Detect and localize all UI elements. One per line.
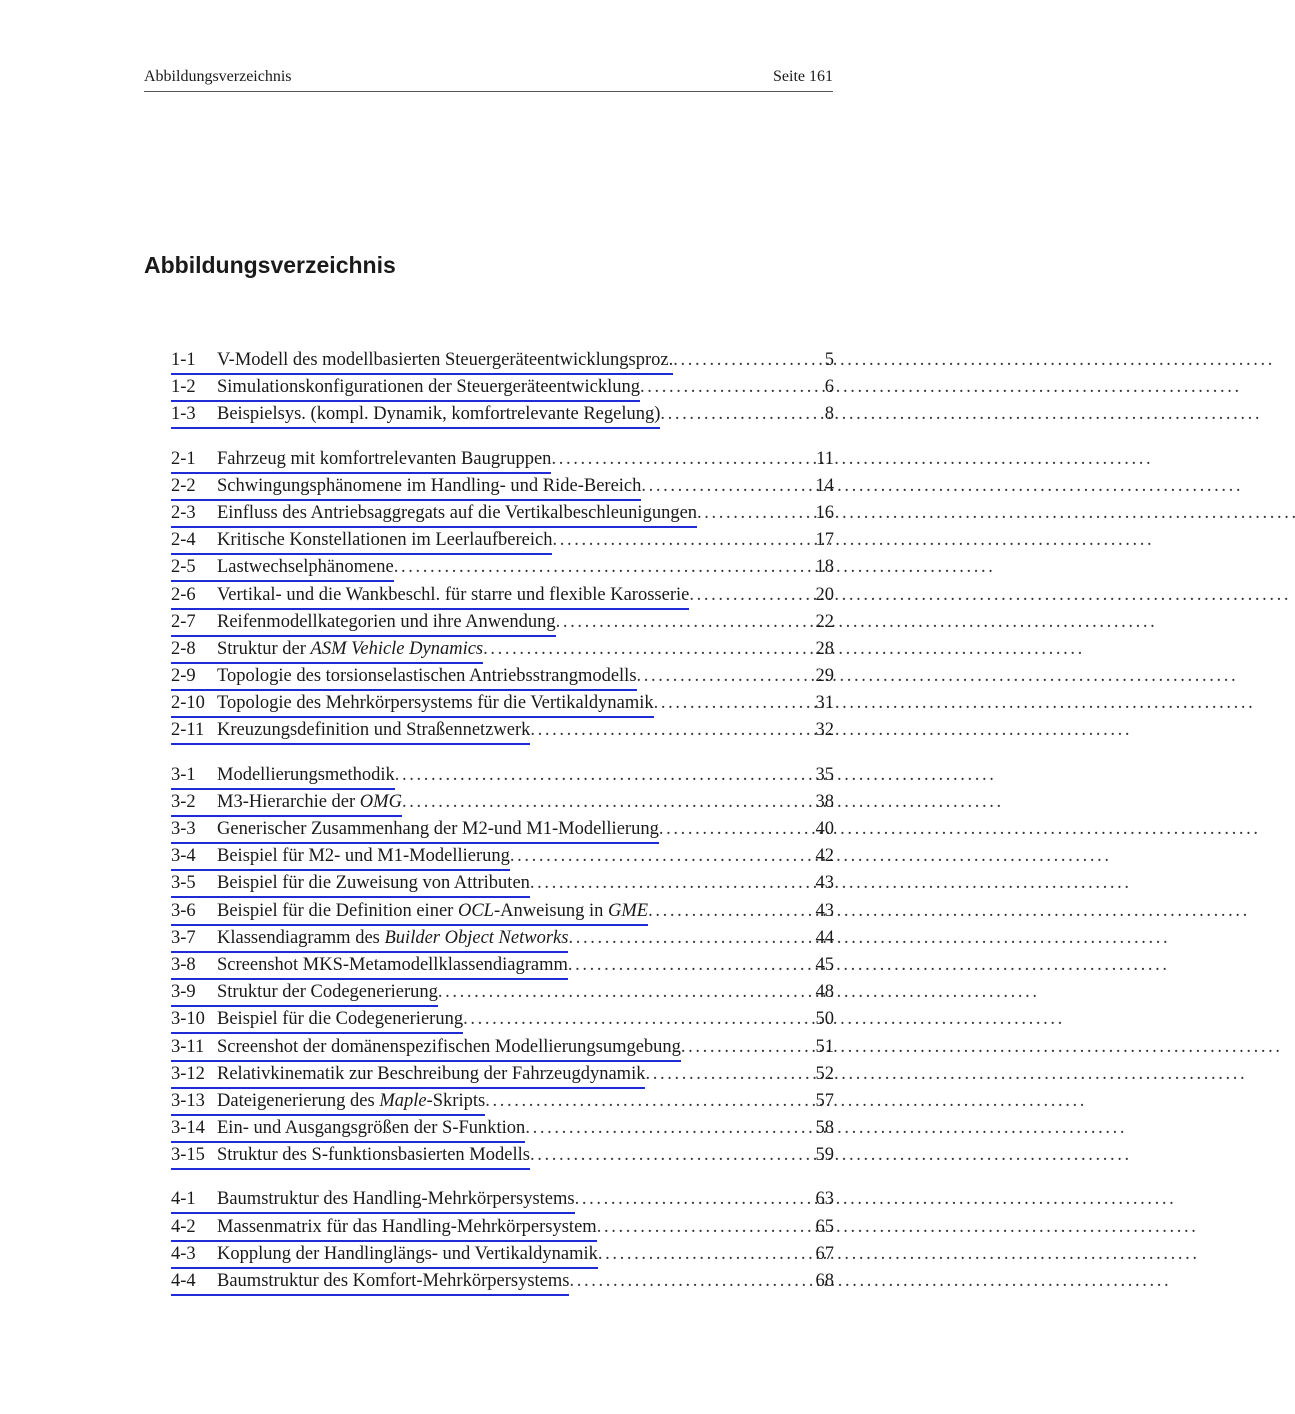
figure-entry-link[interactable] bbox=[171, 871, 530, 898]
figure-title: Relativkinematik zur Beschreibung der Fahrzeugdynamik bbox=[217, 1063, 646, 1084]
figure-number: 3-2 bbox=[171, 791, 196, 812]
figure-entry bbox=[171, 1241, 834, 1268]
figure-number: 4-2 bbox=[171, 1216, 196, 1237]
figure-number: 1-1 bbox=[171, 350, 196, 370]
figure-title: Struktur der Codegenerierung bbox=[217, 982, 438, 1003]
dot-leader bbox=[654, 690, 791, 717]
page-number: 68 bbox=[815, 1271, 834, 1291]
figure-number: 2-11 bbox=[171, 720, 205, 741]
dot-leader bbox=[530, 717, 791, 744]
page-number: 43 bbox=[815, 873, 834, 894]
figure-number: 2-9 bbox=[171, 666, 196, 687]
figure-title-part: Dateigenerierung des bbox=[217, 1090, 380, 1111]
figure-entry-link[interactable] bbox=[171, 348, 673, 375]
figure-title-part: Struktur der bbox=[217, 638, 311, 659]
figure-title-part: Klassendiagramm des bbox=[217, 927, 385, 948]
running-header-page-number: Seite 161 bbox=[773, 68, 833, 85]
dot-leader bbox=[551, 446, 791, 473]
figure-number: 1-3 bbox=[171, 404, 196, 425]
figure-entry-link[interactable] bbox=[171, 1143, 530, 1170]
figure-entry bbox=[171, 582, 834, 609]
figure-number: 3-3 bbox=[171, 819, 196, 839]
dot-leader bbox=[483, 636, 791, 663]
figure-entry-link[interactable] bbox=[171, 528, 552, 555]
figure-title: Beispielsys. (kompl. Dynamik, komfortrelevante Regelung) bbox=[217, 404, 661, 425]
page-number: 6 bbox=[824, 377, 834, 398]
figure-entry-link[interactable] bbox=[171, 637, 483, 664]
dot-leader bbox=[660, 401, 791, 428]
page-number: 17 bbox=[815, 530, 834, 551]
dot-leader bbox=[597, 1214, 791, 1241]
figure-number: 4-1 bbox=[171, 1189, 196, 1210]
figure-entry-link[interactable] bbox=[171, 375, 640, 402]
figure-title-part: -Anweisung in bbox=[493, 900, 609, 921]
figure-title bbox=[217, 901, 648, 921]
figure-entry-link[interactable] bbox=[171, 718, 530, 745]
dot-leader bbox=[640, 374, 791, 401]
figure-title: Lastwechselphänomene bbox=[217, 557, 394, 578]
figure-group bbox=[171, 1186, 834, 1295]
figure-entry-link[interactable] bbox=[171, 1215, 597, 1242]
figure-title bbox=[217, 1091, 485, 1111]
figure-entry-link[interactable] bbox=[171, 953, 568, 980]
figure-entry bbox=[171, 870, 834, 897]
figure-entry bbox=[171, 401, 834, 428]
figure-number: 1-2 bbox=[171, 377, 196, 398]
figure-number: 3-7 bbox=[171, 927, 196, 948]
dot-leader bbox=[598, 1241, 791, 1268]
figure-title: Beispiel für die Zuweisung von Attributen bbox=[217, 873, 530, 894]
dot-leader bbox=[552, 527, 791, 554]
page-number: 16 bbox=[815, 502, 834, 523]
dot-leader bbox=[394, 554, 791, 581]
figure-title: Beispiel für die Codegenerierung bbox=[217, 1009, 464, 1030]
figure-entry-link[interactable] bbox=[171, 691, 654, 718]
figure-entry-link[interactable] bbox=[171, 926, 568, 953]
running-header-title: Abbildungsverzeichnis bbox=[144, 68, 292, 85]
figure-title: Baumstruktur des Handling-Mehrkörpersystems bbox=[217, 1189, 575, 1210]
figure-entry bbox=[171, 554, 834, 581]
dot-leader bbox=[395, 762, 791, 789]
figure-entry bbox=[171, 843, 834, 870]
figure-title-emphasis: Maple bbox=[379, 1090, 427, 1111]
page-number: 18 bbox=[815, 557, 834, 578]
figure-title: Screenshot MKS-Metamodellklassendiagramm bbox=[217, 954, 568, 975]
page-number: 45 bbox=[815, 954, 834, 975]
dot-leader bbox=[637, 663, 791, 690]
figure-entry-link[interactable] bbox=[171, 555, 394, 582]
figure-entry bbox=[171, 1142, 834, 1169]
running-header bbox=[144, 66, 833, 92]
figure-number: 2-6 bbox=[171, 584, 196, 605]
figure-number: 2-7 bbox=[171, 611, 196, 632]
figure-number: 3-6 bbox=[171, 900, 196, 921]
dot-leader bbox=[568, 925, 791, 952]
figure-title: Vertikal- und die Wankbeschl. für starre und flexible Karosserie bbox=[217, 584, 690, 605]
figure-title-part: Beispiel für die Definition einer bbox=[217, 900, 458, 921]
figure-entry bbox=[171, 952, 834, 979]
figure-title bbox=[217, 928, 568, 948]
dot-leader bbox=[659, 816, 791, 843]
figure-entry-link[interactable] bbox=[171, 610, 556, 637]
figure-number: 3-11 bbox=[171, 1036, 205, 1057]
page-number: 38 bbox=[815, 791, 834, 812]
figure-title: Screenshot der domänenspezifischen Modellierungsumgebung bbox=[217, 1036, 681, 1057]
figure-number: 3-13 bbox=[171, 1090, 205, 1111]
figure-group bbox=[171, 762, 834, 1170]
figure-number: 3-8 bbox=[171, 954, 196, 975]
page-number: 28 bbox=[815, 638, 834, 659]
figure-entry bbox=[171, 636, 834, 663]
page-number: 29 bbox=[815, 666, 834, 687]
figure-entry bbox=[171, 925, 834, 952]
dot-leader bbox=[648, 898, 791, 925]
figure-title: Kritische Konstellationen im Leerlaufbereich bbox=[217, 530, 553, 551]
figure-entry-link[interactable] bbox=[171, 980, 438, 1007]
figure-group bbox=[171, 347, 834, 429]
figure-title: Generischer Zusammenhang der M2-und M1-Modellierung bbox=[217, 819, 659, 839]
figure-entry bbox=[171, 762, 834, 789]
figure-number: 2-10 bbox=[171, 693, 205, 714]
figure-entry bbox=[171, 1115, 834, 1142]
figure-entry bbox=[171, 717, 834, 744]
figure-number: 2-4 bbox=[171, 530, 196, 551]
figure-entry bbox=[171, 500, 834, 527]
page-number: 44 bbox=[815, 927, 834, 948]
figure-entry-link[interactable] bbox=[171, 844, 510, 871]
figure-number: 3-4 bbox=[171, 846, 196, 867]
figure-number: 3-14 bbox=[171, 1118, 205, 1139]
figure-entry bbox=[171, 898, 834, 925]
figure-entry bbox=[171, 1061, 834, 1088]
page-number: 59 bbox=[815, 1145, 834, 1166]
figure-entry bbox=[171, 663, 834, 690]
page-number: 65 bbox=[815, 1216, 834, 1237]
figure-number: 2-3 bbox=[171, 502, 196, 523]
figure-title: Kreuzungsdefinition und Straßennetzwerk bbox=[217, 720, 531, 741]
figure-entry-link[interactable] bbox=[171, 1089, 485, 1116]
figure-number: 3-9 bbox=[171, 982, 196, 1003]
figure-entry bbox=[171, 446, 834, 473]
dot-leader bbox=[697, 500, 791, 527]
figure-title: Massenmatrix für das Handling-Mehrkörpersystem bbox=[217, 1216, 597, 1237]
figure-title: Schwingungsphänomene im Handling- und Ride-Bereich bbox=[217, 475, 642, 496]
figure-entry bbox=[171, 1034, 834, 1061]
chapter-title: Abbildungsverzeichnis bbox=[144, 252, 396, 278]
figure-title-emphasis: OCL bbox=[457, 900, 494, 921]
page-number: 22 bbox=[815, 611, 834, 632]
figure-number: 3-1 bbox=[171, 764, 196, 785]
dot-leader bbox=[485, 1088, 791, 1115]
dot-leader bbox=[569, 1268, 791, 1295]
page-number: 20 bbox=[815, 584, 834, 605]
page-number: 31 bbox=[815, 693, 834, 714]
figure-number: 3-15 bbox=[171, 1145, 205, 1166]
page-number: 67 bbox=[815, 1243, 834, 1264]
page-number: 52 bbox=[815, 1063, 834, 1084]
page-number: 5 bbox=[824, 350, 834, 370]
figure-title: Simulationskonfigurationen der Steuergeräteentwicklung bbox=[217, 377, 640, 398]
figure-title-emphasis: ASM Vehicle Dynamics bbox=[310, 638, 484, 659]
dot-leader bbox=[463, 1006, 791, 1033]
figure-entry-link[interactable] bbox=[171, 1187, 575, 1214]
figure-title: Kopplung der Handlinglängs- und Vertikaldynamik bbox=[217, 1243, 598, 1264]
figure-entry bbox=[171, 609, 834, 636]
figure-number: 4-3 bbox=[171, 1243, 196, 1264]
figure-entry-link[interactable] bbox=[171, 790, 402, 817]
dot-leader bbox=[575, 1186, 791, 1213]
figure-entry-link[interactable] bbox=[171, 899, 648, 926]
figure-entry bbox=[171, 527, 834, 554]
figure-entry-link[interactable] bbox=[171, 1035, 681, 1062]
figure-title: Fahrzeug mit komfortrelevanten Baugruppen bbox=[217, 448, 552, 469]
page-number: 8 bbox=[824, 404, 834, 425]
dot-leader bbox=[689, 582, 791, 609]
dot-leader bbox=[645, 1061, 791, 1088]
figure-title bbox=[217, 639, 483, 659]
figure-entry-link[interactable] bbox=[171, 402, 660, 429]
figure-entry-link[interactable] bbox=[171, 1116, 525, 1143]
figure-entry bbox=[171, 1006, 834, 1033]
figure-title: Topologie des torsionselastischen Antriebsstrangmodells bbox=[217, 666, 637, 687]
figure-title: Baumstruktur des Komfort-Mehrkörpersystems bbox=[217, 1271, 570, 1291]
figure-number: 4-4 bbox=[171, 1271, 196, 1291]
figure-title: Topologie des Mehrkörpersystems für die Vertikaldynamik bbox=[217, 693, 654, 714]
page-number: 14 bbox=[815, 475, 834, 496]
figure-entry bbox=[171, 473, 834, 500]
figure-entry bbox=[171, 1186, 834, 1213]
figure-title: Struktur des S-funktionsbasierten Modells bbox=[217, 1145, 530, 1166]
figure-entry bbox=[171, 816, 834, 843]
figure-title: V-Modell des modellbasierten Steuergeräteentwicklungsproz. bbox=[217, 350, 674, 370]
dot-leader bbox=[673, 347, 791, 374]
dot-leader bbox=[525, 1115, 791, 1142]
figure-title-emphasis: GME bbox=[608, 900, 649, 921]
figure-group bbox=[171, 446, 834, 745]
figure-title: Einfluss des Antriebsaggregats auf die Vertikalbeschleunigungen bbox=[217, 502, 698, 523]
page-number: 43 bbox=[815, 900, 834, 921]
dot-leader bbox=[556, 609, 791, 636]
figure-title-part: M3-Hierarchie der bbox=[217, 791, 360, 812]
figure-number: 2-1 bbox=[171, 448, 196, 469]
page-number: 51 bbox=[815, 1036, 834, 1057]
figure-entry bbox=[171, 690, 834, 717]
figure-title-part: -Skripts bbox=[426, 1090, 486, 1111]
figure-entry-link[interactable] bbox=[171, 1007, 463, 1034]
figure-title-emphasis: OMG bbox=[359, 791, 402, 812]
figure-number: 2-8 bbox=[171, 638, 196, 659]
page-number: 57 bbox=[815, 1090, 834, 1111]
list-of-figures bbox=[171, 347, 834, 1295]
dot-leader bbox=[568, 952, 791, 979]
figure-entry bbox=[171, 1268, 834, 1295]
figure-entry-link[interactable] bbox=[171, 474, 641, 501]
figure-number: 3-12 bbox=[171, 1063, 205, 1084]
figure-entry-link[interactable] bbox=[171, 763, 395, 790]
figure-entry bbox=[171, 1088, 834, 1115]
figure-title: Reifenmodellkategorien und ihre Anwendung bbox=[217, 611, 556, 632]
page-number: 42 bbox=[815, 846, 834, 867]
figure-number: 3-10 bbox=[171, 1009, 205, 1030]
figure-entry-link[interactable] bbox=[171, 583, 689, 610]
figure-entry-link[interactable] bbox=[171, 447, 551, 474]
figure-entry-link[interactable] bbox=[171, 664, 637, 691]
figure-number: 3-5 bbox=[171, 873, 196, 894]
figure-title: Modellierungsmethodik bbox=[217, 764, 395, 785]
figure-entry bbox=[171, 979, 834, 1006]
dot-leader bbox=[530, 1142, 791, 1169]
figure-entry-link[interactable] bbox=[171, 501, 697, 528]
figure-entry bbox=[171, 1214, 834, 1241]
dot-leader bbox=[402, 789, 791, 816]
figure-entry-link[interactable] bbox=[171, 1269, 569, 1296]
figure-title: Ein- und Ausgangsgrößen der S-Funktion bbox=[217, 1118, 526, 1139]
figure-entry bbox=[171, 789, 834, 816]
dot-leader bbox=[641, 473, 791, 500]
figure-number: 2-5 bbox=[171, 557, 196, 578]
page-number: 50 bbox=[815, 1009, 834, 1030]
dot-leader bbox=[530, 870, 791, 897]
figure-entry bbox=[171, 347, 834, 374]
figure-title: Beispiel für M2- und M1-Modellierung bbox=[217, 846, 510, 867]
figure-entry-link[interactable] bbox=[171, 1062, 645, 1089]
figure-entry-link[interactable] bbox=[171, 1242, 598, 1269]
dot-leader bbox=[510, 843, 791, 870]
dot-leader bbox=[681, 1034, 791, 1061]
page-number: 58 bbox=[815, 1118, 834, 1139]
page-number: 35 bbox=[815, 764, 834, 785]
page-number: 32 bbox=[815, 720, 834, 741]
page-number: 11 bbox=[816, 448, 834, 469]
figure-title-emphasis: Builder Object Networks bbox=[384, 927, 569, 948]
figure-number: 2-2 bbox=[171, 475, 196, 496]
page-number: 48 bbox=[815, 982, 834, 1003]
dot-leader bbox=[438, 979, 791, 1006]
figure-entry-link[interactable] bbox=[171, 817, 659, 844]
figure-entry bbox=[171, 374, 834, 401]
page-number: 63 bbox=[815, 1189, 834, 1210]
page-number: 40 bbox=[815, 819, 834, 839]
figure-title bbox=[217, 792, 402, 812]
